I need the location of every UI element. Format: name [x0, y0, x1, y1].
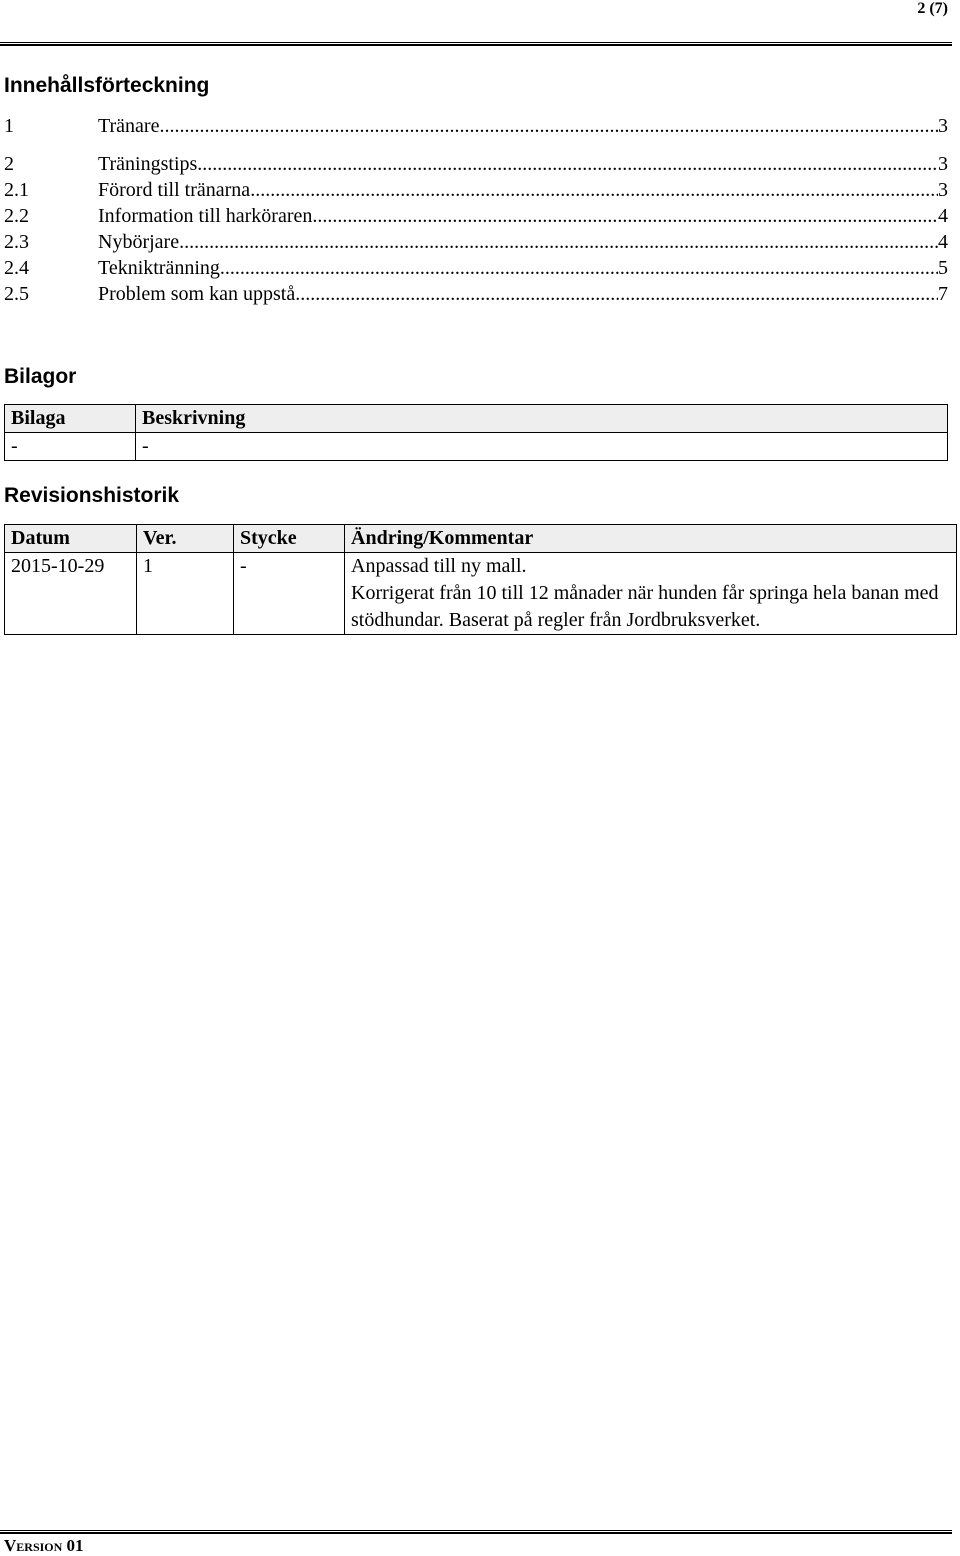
- toc-entry-page: 3: [938, 153, 948, 175]
- toc-entry-page: 3: [938, 115, 948, 137]
- toc-heading: Innehållsförteckning: [4, 74, 210, 97]
- revision-comment-line: Anpassad till ny mall.: [351, 555, 527, 577]
- revision-date: 2015-10-29: [5, 553, 137, 635]
- table-of-contents: [4, 113, 948, 307]
- column-header: Stycke: [234, 525, 345, 553]
- toc-leader: [250, 177, 938, 203]
- toc-entry[interactable]: [4, 281, 948, 307]
- toc-leader: [312, 203, 938, 229]
- revision-version: 1: [137, 553, 234, 635]
- toc-entry-title: Träningstips: [98, 153, 198, 175]
- toc-entry-title: Förord till tränarna: [98, 179, 251, 201]
- toc-entry-page: 7: [938, 283, 948, 305]
- table-header-row: [5, 405, 948, 433]
- bilagor-heading: Bilagor: [4, 365, 77, 388]
- revisions-table: [4, 524, 957, 635]
- toc-entry-title: Information till harköraren: [98, 205, 313, 227]
- column-header: Datum: [5, 525, 137, 553]
- toc-entry[interactable]: [4, 255, 948, 281]
- header-rule: [0, 42, 952, 46]
- toc-entry-title: Problem som kan uppstå: [98, 283, 296, 305]
- revisions-heading: Revisionshistorik: [4, 484, 180, 507]
- version-number: 01: [66, 1536, 84, 1555]
- table-row: [5, 553, 957, 635]
- revision-comment: [345, 553, 957, 635]
- column-header: Ändring/Kommentar: [345, 525, 957, 553]
- toc-entry-number: 2.3: [4, 231, 29, 253]
- toc-entry[interactable]: [4, 177, 948, 203]
- toc-leader: [159, 113, 938, 139]
- toc-leader: [220, 255, 938, 281]
- revision-section: -: [234, 553, 345, 635]
- toc-leader: [179, 229, 938, 255]
- toc-entry-title: Tekniktränning: [98, 257, 220, 279]
- toc-entry-number: 2.5: [4, 283, 29, 305]
- footer-version: [4, 1536, 84, 1556]
- table-header-row: [5, 525, 957, 553]
- toc-entry-number: 1: [4, 115, 14, 137]
- version-label: Version: [4, 1536, 63, 1555]
- bilagor-table: [4, 404, 948, 461]
- footer-rule: [0, 1530, 952, 1534]
- toc-entry-page: 4: [938, 231, 948, 253]
- toc-entry[interactable]: [4, 203, 948, 229]
- toc-entry[interactable]: [4, 229, 948, 255]
- toc-leader: [295, 281, 938, 307]
- table-cell: -: [136, 433, 948, 461]
- toc-entry-number: 2: [4, 153, 14, 175]
- toc-entry[interactable]: [4, 113, 948, 139]
- toc-entry-page: 5: [938, 257, 948, 279]
- column-header: Ver.: [137, 525, 234, 553]
- toc-entry-number: 2.2: [4, 205, 29, 227]
- toc-entry-page: 3: [938, 179, 948, 201]
- toc-entry-title: Nybörjare: [98, 231, 180, 253]
- revision-comment-line: Korrigerat från 10 till 12 månader när hunden får springa hela banan med stödhundar. Baserat på regler från Jordbruksverket.: [351, 582, 939, 631]
- table-cell: -: [5, 433, 136, 461]
- toc-entry-number: 2.4: [4, 257, 29, 279]
- toc-leader: [197, 151, 938, 177]
- column-header: Bilaga: [5, 405, 136, 433]
- toc-entry-page: 4: [938, 205, 948, 227]
- toc-entry-number: 2.1: [4, 179, 29, 201]
- toc-entry-title: Tränare: [98, 115, 160, 137]
- page-number: 2 (7): [917, 0, 948, 17]
- column-header: Beskrivning: [136, 405, 948, 433]
- table-row: [5, 433, 948, 461]
- toc-entry[interactable]: [4, 151, 948, 177]
